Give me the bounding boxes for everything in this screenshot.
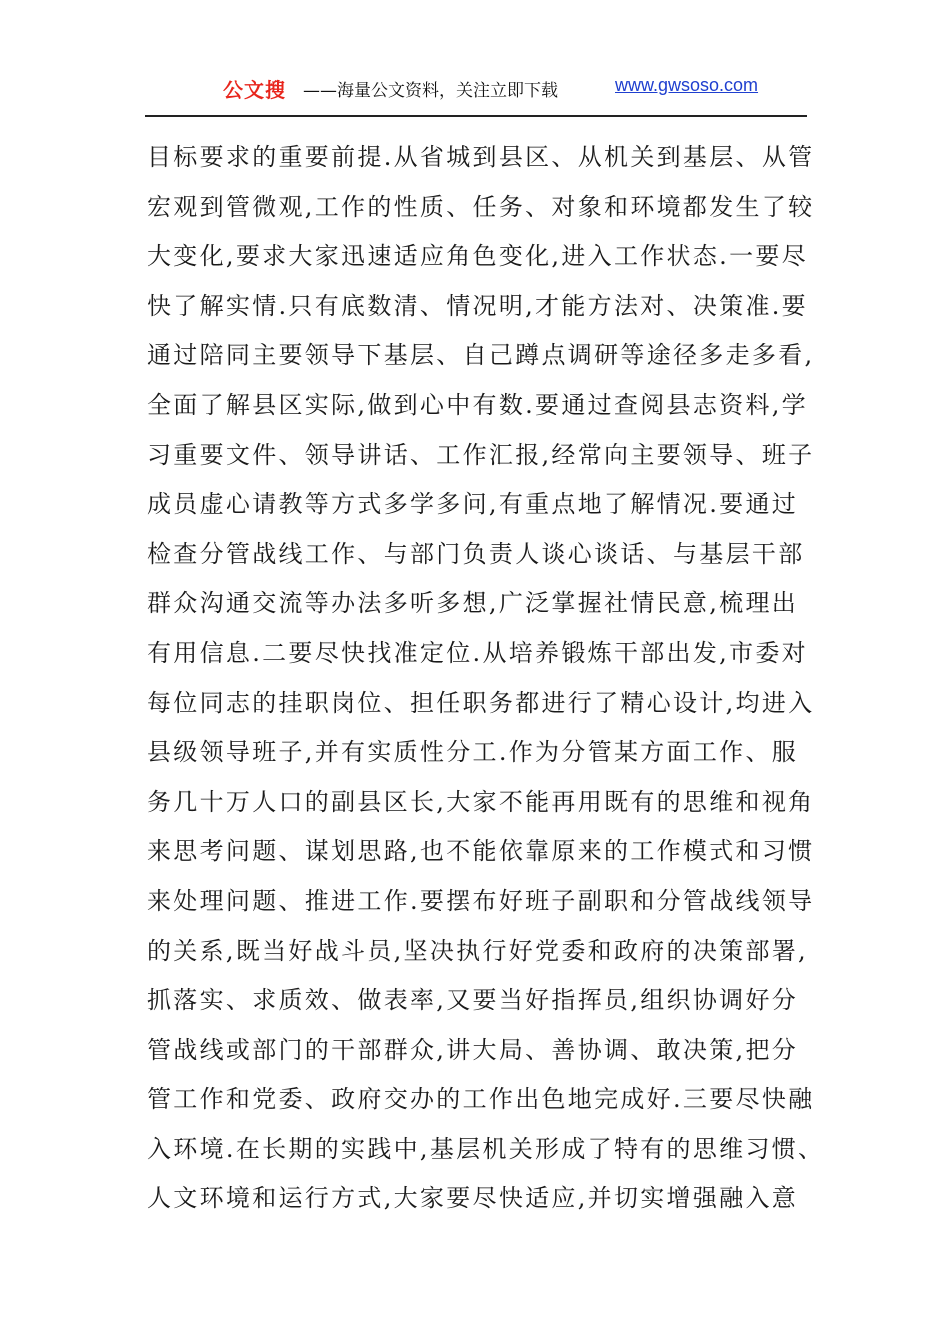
body-line: 快了解实情.只有底数清、情况明,才能方法对、决策准.要 <box>147 291 808 320</box>
body-line: 全面了解县区实际,做到心中有数.要通过查阅县志资料,学 <box>147 390 808 419</box>
body-line: 目标要求的重要前提.从省城到县区、从机关到基层、从管 <box>147 143 815 171</box>
body-line: 通过陪同主要领导下基层、自己蹲点调研等途径多走多看, <box>147 341 815 370</box>
body-line: 检查分管战线工作、与部门负责人谈心谈话、与基层干部 <box>147 539 805 568</box>
body-line: 宏观到管微观,工作的性质、任务、对象和环境都发生了较 <box>147 192 815 221</box>
brand-logo-text: 公文搜 <box>223 78 286 102</box>
document-body <box>147 133 827 1224</box>
body-line: 抓落实、求质效、做表率,又要当好指挥员,组织协调好分 <box>147 986 799 1015</box>
body-line: 群众沟通交流等办法多听多想,广泛掌握社情民意,梳理出 <box>147 589 799 618</box>
body-line: 习重要文件、领导讲话、工作汇报,经常向主要领导、班子 <box>147 440 815 469</box>
body-line: 成员虚心请教等方式多学多问,有重点地了解情况.要通过 <box>147 490 799 519</box>
header-divider <box>145 115 807 117</box>
body-line: 管战线或部门的干部群众,讲大局、善协调、敢决策,把分 <box>147 1035 799 1064</box>
body-line: 管工作和党委、政府交办的工作出色地完成好.三要尽快融 <box>147 1085 815 1114</box>
body-line: 人文环境和运行方式,大家要尽快适应,并切实增强融入意 <box>147 1184 799 1213</box>
body-line: 来处理问题、推进工作.要摆布好班子副职和分管战线领导 <box>147 886 815 915</box>
body-line: 有用信息.二要尽快找准定位.从培养锻炼干部出发,市委对 <box>147 638 808 667</box>
body-line: 入环境.在长期的实践中,基层机关形成了特有的思维习惯、 <box>147 1134 825 1163</box>
website-link[interactable]: www.gwsoso.com <box>615 75 759 95</box>
body-line: 大变化,要求大家迅速适应角色变化,进入工作状态.一要尽 <box>147 242 808 271</box>
body-line: 来思考问题、谋划思路,也不能依靠原来的工作模式和习惯 <box>147 837 815 866</box>
body-line: 的关系,既当好战斗员,坚决执行好党委和政府的决策部署, <box>147 936 808 965</box>
body-line: 务几十万人口的副县区长,大家不能再用既有的思维和视角 <box>147 787 815 816</box>
body-line: 每位同志的挂职岗位、担任职务都进行了精心设计,均进入 <box>147 688 815 717</box>
body-line: 县级领导班子,并有实质性分工.作为分管某方面工作、服 <box>147 738 799 767</box>
page-header <box>145 74 807 102</box>
header-slogan: ——海量公文资料，关注立即下载 <box>303 81 558 101</box>
